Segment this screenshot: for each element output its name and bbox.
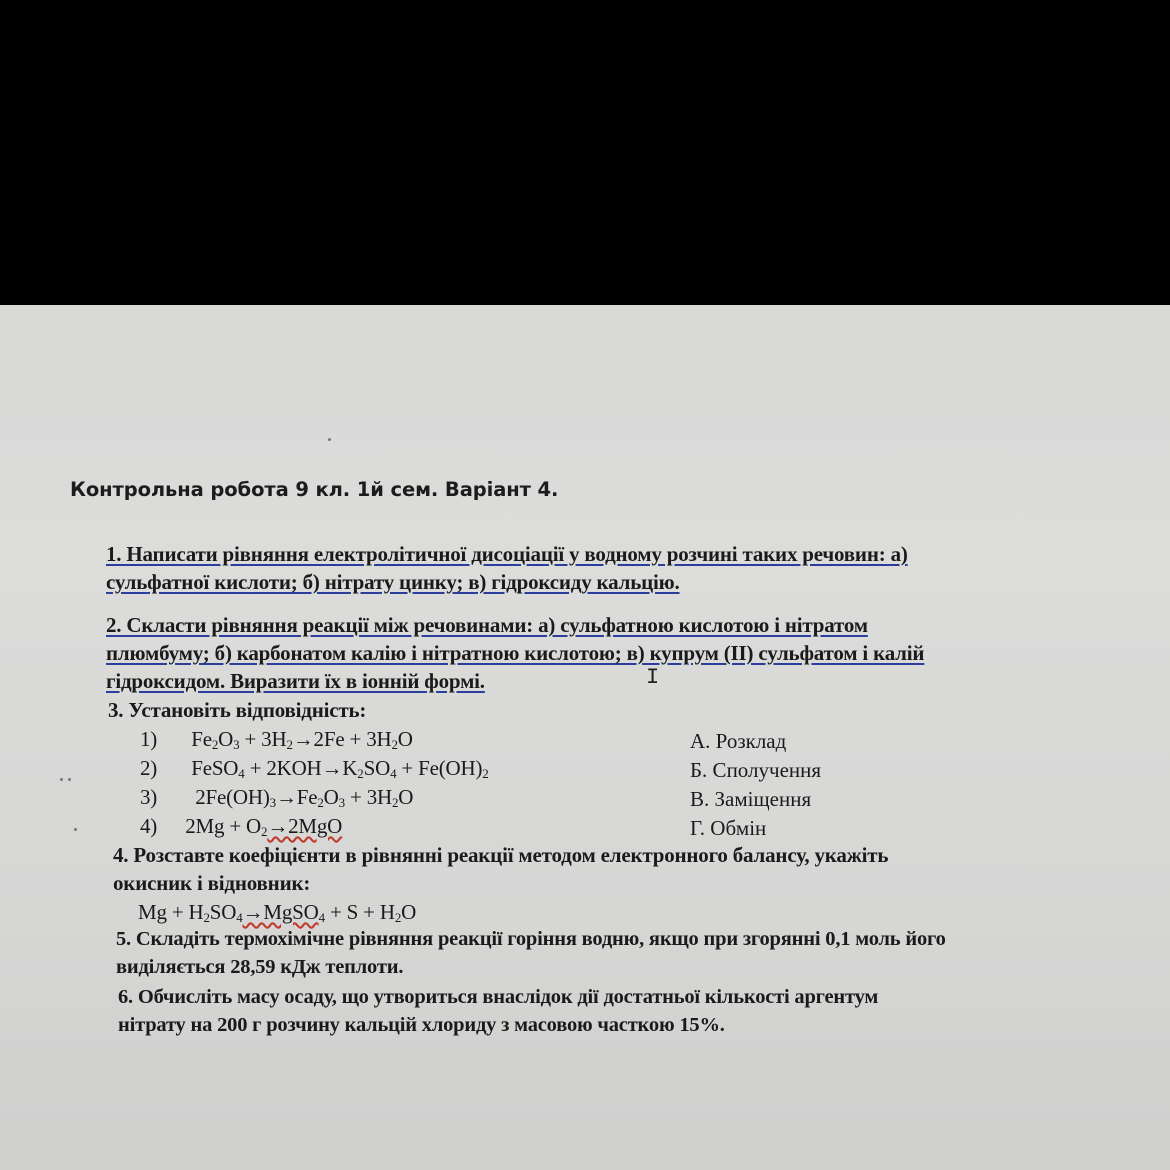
task-6-line-1: 6. Обчисліть масу осаду, що утвориться внаслідок дії достатньої кількості аргентум [118, 986, 879, 1008]
text-cursor-icon: I [646, 665, 660, 690]
task-1-line-1: 1. Написати рівняння електролітичної дисоціації у водному розчині таких речовин: а) [106, 542, 908, 566]
task-2-line-2: плюмбуму; б) карбонатом калію і нітратною кислотою; в) купрум (ІІ) сульфатом і калій [106, 641, 925, 665]
equation-text: FeSO$_4$ + $2KOH\to K_2SO_4 + Fe(OH)_2$ [191, 756, 489, 781]
task-4-equation: $Mg + H_2SO_4\to MgSO_4 + S + H_2O$ [138, 900, 417, 925]
dust-speck [74, 828, 77, 831]
equation-number: 4) [140, 814, 158, 838]
equation-number: 2) [140, 756, 158, 780]
task-4-line-1: 4. Розставте коефіцієнти в рівнянні реакції методом електронного балансу, укажіть [113, 843, 889, 867]
answer-option: Б. Сполучення [690, 758, 822, 782]
task-2-line-3: гідроксидом. Виразити їх в іонній формі. [106, 669, 485, 693]
task-3-title: 3. Установіть відповідність: [108, 698, 367, 722]
equation-row [140, 785, 413, 811]
answer-option: А. Розклад [690, 729, 787, 753]
equation-row [140, 814, 342, 840]
equation-text: $2Fe(OH)_3\to Fe_2O_3 + 3H_2O$ [195, 785, 414, 810]
dust-speck [328, 438, 331, 441]
document-heading: Контрольна робота 9 кл. 1й сем. Варіант 4. [70, 478, 559, 501]
equation-row [140, 727, 413, 753]
equation-number: 1) [140, 727, 158, 751]
task-1-line-2: сульфатної кислоти; б) нітрату цинку; в) гідроксиду кальцію. [106, 570, 680, 594]
equation-text: $2Mg + O_2\to 2MgO$ [185, 814, 343, 839]
task-6-line-2: нітрату на 200 г розчину кальцій хлориду з масовою часткою 15%. [118, 1014, 725, 1036]
task-5-line-2: виділяється 28,59 кДж теплоти. [116, 956, 404, 978]
equation-number: 3) [140, 785, 158, 809]
equation-row [140, 756, 489, 782]
dust-speck [68, 778, 71, 781]
equation-text: $Fe_2O_3 + 3H_2\to 2Fe + 3H_2O$ [191, 727, 413, 752]
task-4-line-2: окисник і відновник: [113, 871, 311, 895]
task-5-line-1: 5. Складіть термохімічне рівняння реакції горіння водню, якщо при згорянні 0,1 моль його [116, 928, 946, 950]
answer-option: В. Заміщення [690, 787, 812, 811]
answer-option: Г. Обмін [690, 816, 767, 840]
dust-speck [60, 778, 63, 781]
task-2-line-1: 2. Скласти рівняння реакції між речовинами: а) сульфатною кислотою і нітратом [106, 613, 868, 637]
